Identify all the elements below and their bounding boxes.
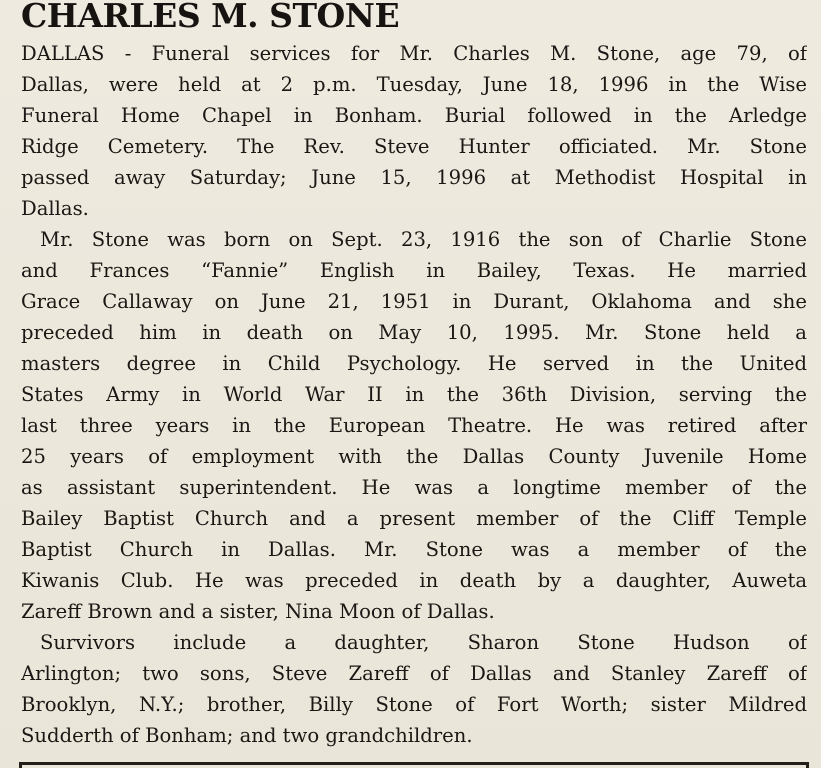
text-line: as assistant superintendent. He was a longtime member of the <box>21 476 807 499</box>
text-line: and Frances “Fannie” English in Bailey, Texas. He married <box>21 259 807 282</box>
obituary-paragraph-survivors <box>21 627 807 751</box>
text-line: Zareff Brown and a sister, Nina Moon of Dallas. <box>21 600 495 623</box>
obituary-body <box>21 38 807 751</box>
text-line: Survivors include a daughter, Sharon Stone Hudson of <box>40 631 807 654</box>
text-line: Sudderth of Bonham; and two grandchildren. <box>21 724 473 747</box>
obituary-paragraph-services <box>21 38 807 224</box>
bottom-border-rule <box>19 762 809 765</box>
text-line: Dallas. <box>21 197 89 220</box>
text-line: last three years in the European Theatre. He was retired after <box>21 414 807 437</box>
text-line: DALLAS - Funeral services for Mr. Charles M. Stone, age 79, of <box>21 42 807 65</box>
text-line: passed away Saturday; June 15, 1996 at Methodist Hospital in <box>21 166 807 189</box>
text-line: States Army in World War II in the 36th Division, serving the <box>21 383 807 406</box>
text-line: Baptist Church in Dallas. Mr. Stone was a member of the <box>21 538 807 561</box>
text-line: Funeral Home Chapel in Bonham. Burial followed in the Arledge <box>21 104 807 127</box>
text-line: Brooklyn, N.Y.; brother, Billy Stone of Fort Worth; sister Mildred <box>21 693 807 716</box>
text-line: Ridge Cemetery. The Rev. Steve Hunter officiated. Mr. Stone <box>21 135 807 158</box>
text-line: Dallas, were held at 2 p.m. Tuesday, June 18, 1996 in the Wise <box>21 73 807 96</box>
obituary-headline: CHARLES M. STONE <box>21 0 400 35</box>
text-line: Grace Callaway on June 21, 1951 in Durant, Oklahoma and she <box>21 290 807 313</box>
bottom-border-right-edge <box>806 762 809 768</box>
text-line: Arlington; two sons, Steve Zareff of Dallas and Stanley Zareff of <box>21 662 807 685</box>
text-line: preceded him in death on May 10, 1995. Mr. Stone held a <box>21 321 807 344</box>
text-line: masters degree in Child Psychology. He served in the United <box>21 352 807 375</box>
bottom-border-left-edge <box>19 762 22 768</box>
text-line: Mr. Stone was born on Sept. 23, 1916 the son of Charlie Stone <box>40 228 807 251</box>
text-line: Bailey Baptist Church and a present member of the Cliff Temple <box>21 507 807 530</box>
text-line: Kiwanis Club. He was preceded in death by a daughter, Auweta <box>21 569 807 592</box>
obituary-paragraph-biography <box>21 224 807 627</box>
text-line: 25 years of employment with the Dallas County Juvenile Home <box>21 445 807 468</box>
